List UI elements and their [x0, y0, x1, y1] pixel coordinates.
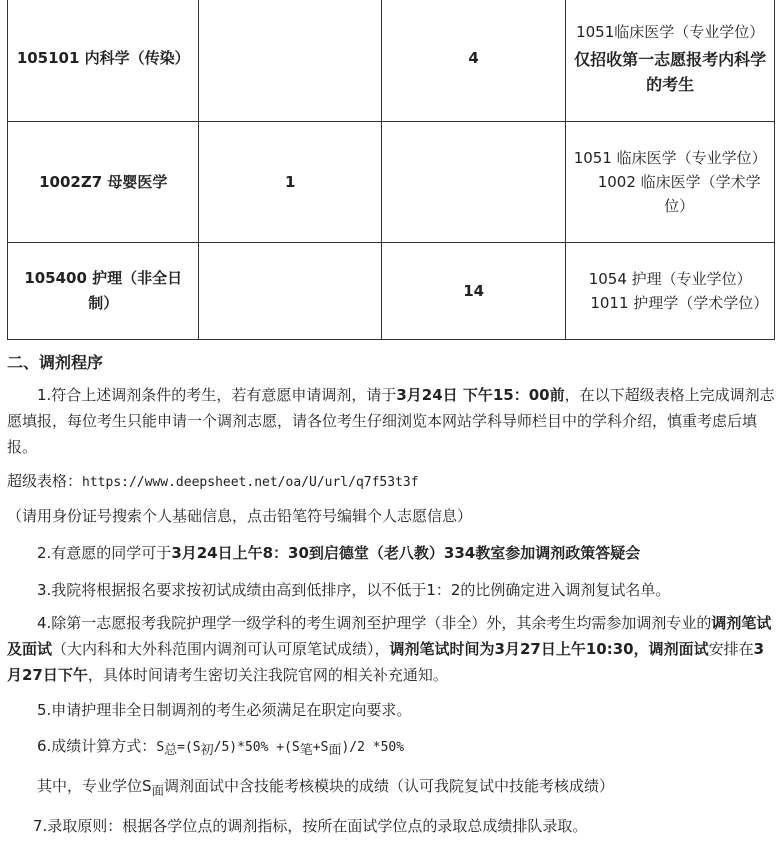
major-code-cell: 105400 护理（非全日制） — [8, 243, 199, 340]
quota-cell — [381, 122, 565, 243]
quota-cell — [199, 243, 381, 340]
paragraph-ranking: 3.我院将根据报名要求按初试成绩由高到低排序，以不低于1：2的比例确定进入调剂复试名单。 — [37, 581, 671, 599]
paragraph-requirement: 5.申请护理非全日制调剂的考生必须满足在职定向要求。 — [37, 701, 412, 719]
quota-cell — [199, 0, 381, 122]
paragraph-qa-session: 2.有意愿的同学可于3月24日上午8：30到启德堂（老八教）334教室参加调剂政策答疑会 — [37, 544, 641, 562]
table-row — [8, 122, 775, 243]
hint-text: （请用身份证号搜索个人基础信息，点击铅笔符号编辑个人志愿信息） — [7, 507, 473, 525]
score-formula: $S_总=(S_初/5)*50\% +(S_笔+S_面)/2$ *50% — [156, 740, 405, 758]
section-heading: 二、调剂程序 — [7, 353, 104, 372]
eligible-majors-cell — [566, 0, 775, 122]
eligible-majors-cell — [566, 122, 775, 243]
quota-cell: 4 — [381, 0, 565, 122]
paragraph-formula: 6.成绩计算方式：$S_总=(S_初/5)*50\% +(S_笔+S_面)/2$ *50% — [37, 737, 405, 758]
eligible-major: 1002 临床医学（学术学位） — [597, 173, 761, 215]
table-row — [8, 243, 775, 340]
quota-table — [7, 0, 775, 340]
eligible-majors-cell — [566, 243, 775, 340]
paragraph-exam: 4.除第一志愿报考我院护理学一级学科的考生调剂至护理学（非全）外，其余考生均需参加调剂专业的调剂笔试及面试（大内科和大外科范围内调剂可认可原笔试成绩），调剂笔试时间为3月27日上午10:30，调剂面试安排在3月27日下午，具体时间请考生密切关注我院官网的相关补充通知。 — [7, 614, 772, 684]
sheet-url[interactable]: https://www.deepsheet.net/oa/U/url/q7f53t3f — [82, 475, 419, 490]
eligible-major: 1054 护理（专业学位） — [588, 270, 752, 288]
table-row — [8, 0, 775, 122]
sheet-line — [7, 468, 775, 496]
paragraph-admission: 7.录取原则：根据各学位点的调剂指标，按所在面试学位点的录取总成绩排队录取。 — [33, 817, 588, 835]
paragraph-skill-note: 其中，专业学位$S_面$调剂面试中含技能考核模块的成绩（认可我院复试中技能考核成绩） — [37, 777, 615, 798]
quota-cell: 14 — [381, 243, 565, 340]
eligible-major: 1051临床医学（专业学位） — [576, 22, 765, 41]
paragraph-deadline: 1.符合上述调剂条件的考生，若有意愿申请调剂，请于3月24日 下午15：00前，在以下超级表格上完成调剂志愿填报，每位考生只能申请一个调剂志愿，请各位考生仔细浏览本网站学科导师栏目中的学科介绍，慎重考虑后填报。 — [7, 386, 775, 456]
eligibility-note: 仅招收第一志愿报考内科学的考生 — [574, 49, 767, 94]
major-code-cell: 105101 内科学（传染） — [8, 0, 199, 122]
eligible-major: 1051 临床医学（专业学位） — [573, 149, 767, 167]
quota-cell: 1 — [199, 122, 381, 243]
eligible-major: 1011 护理学（学术学位） — [590, 294, 769, 312]
sheet-label: 超级表格： — [7, 472, 83, 490]
major-code-cell: 1002Z7 母婴医学 — [8, 122, 199, 243]
